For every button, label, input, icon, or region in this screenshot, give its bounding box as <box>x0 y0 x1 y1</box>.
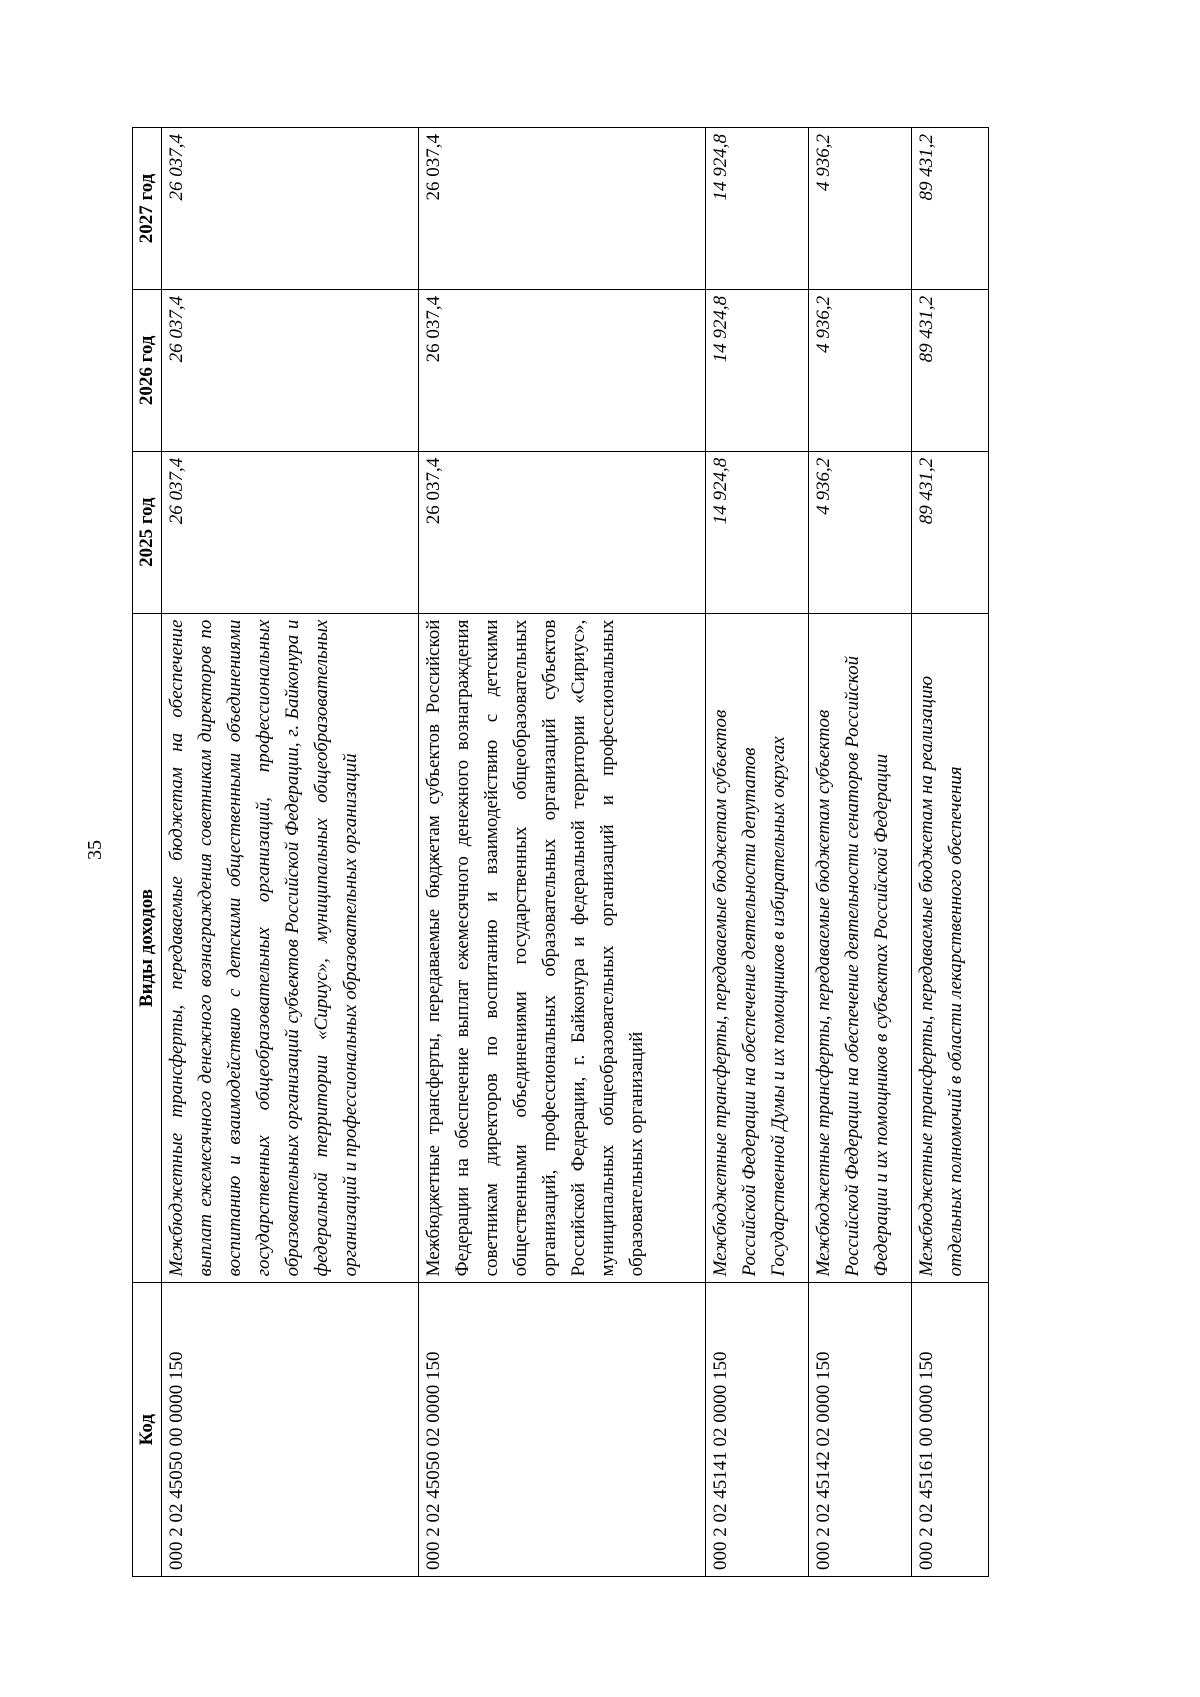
row-code: 000 2 02 45161 00 0000 150 <box>912 1283 989 1577</box>
row-value-2025: 89 431,2 <box>912 451 989 613</box>
row-value-2026: 89 431,2 <box>912 289 989 451</box>
row-value-2027: 4 936,2 <box>809 128 912 290</box>
table-row <box>809 128 912 1577</box>
row-description: Межбюджетные трансферты, передаваемые бюджетам субъектов Российской Федерации на обеспечение деятельности депутатов Государственной Думы и их помощников в избирательных округах <box>706 613 809 1283</box>
header-2025: 2025 год <box>133 451 162 613</box>
row-value-2025: 26 037,4 <box>162 451 419 613</box>
row-value-2025: 26 037,4 <box>419 451 706 613</box>
header-2027: 2027 год <box>133 128 162 290</box>
row-code: 000 2 02 45050 00 0000 150 <box>162 1283 419 1577</box>
row-value-2026: 26 037,4 <box>162 289 419 451</box>
table-row <box>912 128 989 1577</box>
row-value-2025: 4 936,2 <box>809 451 912 613</box>
row-code: 000 2 02 45141 02 0000 150 <box>706 1283 809 1577</box>
row-value-2027: 89 431,2 <box>912 128 989 290</box>
table-row <box>419 128 706 1577</box>
rotated-page-content <box>132 127 987 1577</box>
table-row <box>706 128 809 1577</box>
header-revenue-type: Виды доходов <box>133 613 162 1283</box>
row-value-2026: 4 936,2 <box>809 289 912 451</box>
revenue-table <box>132 127 989 1577</box>
row-value-2026: 26 037,4 <box>419 289 706 451</box>
table-header-row <box>133 128 162 1577</box>
row-value-2027: 26 037,4 <box>162 128 419 290</box>
row-value-2026: 14 924,8 <box>706 289 809 451</box>
header-code: Код <box>133 1283 162 1577</box>
table-row <box>162 128 419 1577</box>
row-description: Межбюджетные трансферты, передаваемые бюджетам на обеспечение выплат ежемесячного денежного вознаграждения советникам директоров по воспитанию и взаимодействию с детскими общественными объединениями государственных общеобразовательных организаций, профессиональных образовательных организаций субъектов Российской Федерации, г. Байконура и федеральной территории «Сириус», муниципальных общеобразовательных организаций и профессиональных образовательных организаций <box>162 613 419 1283</box>
row-value-2025: 14 924,8 <box>706 451 809 613</box>
row-code: 000 2 02 45050 02 0000 150 <box>419 1283 706 1577</box>
row-description: Межбюджетные трансферты, передаваемые бюджетам на реализацию отдельных полномочий в области лекарственного обеспечения <box>912 613 989 1283</box>
row-value-2027: 26 037,4 <box>419 128 706 290</box>
header-2026: 2026 год <box>133 289 162 451</box>
row-value-2027: 14 924,8 <box>706 128 809 290</box>
row-description: Межбюджетные трансферты, передаваемые бюджетам субъектов Российской Федерации на обеспечение деятельности сенаторов Российской Федерации и их помощников в субъектах Российской Федерации <box>809 613 912 1283</box>
row-description: Межбюджетные трансферты, передаваемые бюджетам субъектов Российской Федерации на обеспечение выплат ежемесячного денежного вознаграждения советникам директоров по воспитанию и взаимодействию с детскими общественными объединениями государственных общеобразовательных организаций, профессиональных образовательных организаций субъектов Российской Федерации, г. Байконура и федеральной территории «Сириус», муниципальных общеобразовательных организаций и профессиональных образовательных организаций <box>419 613 706 1283</box>
row-code: 000 2 02 45142 02 0000 150 <box>809 1283 912 1577</box>
